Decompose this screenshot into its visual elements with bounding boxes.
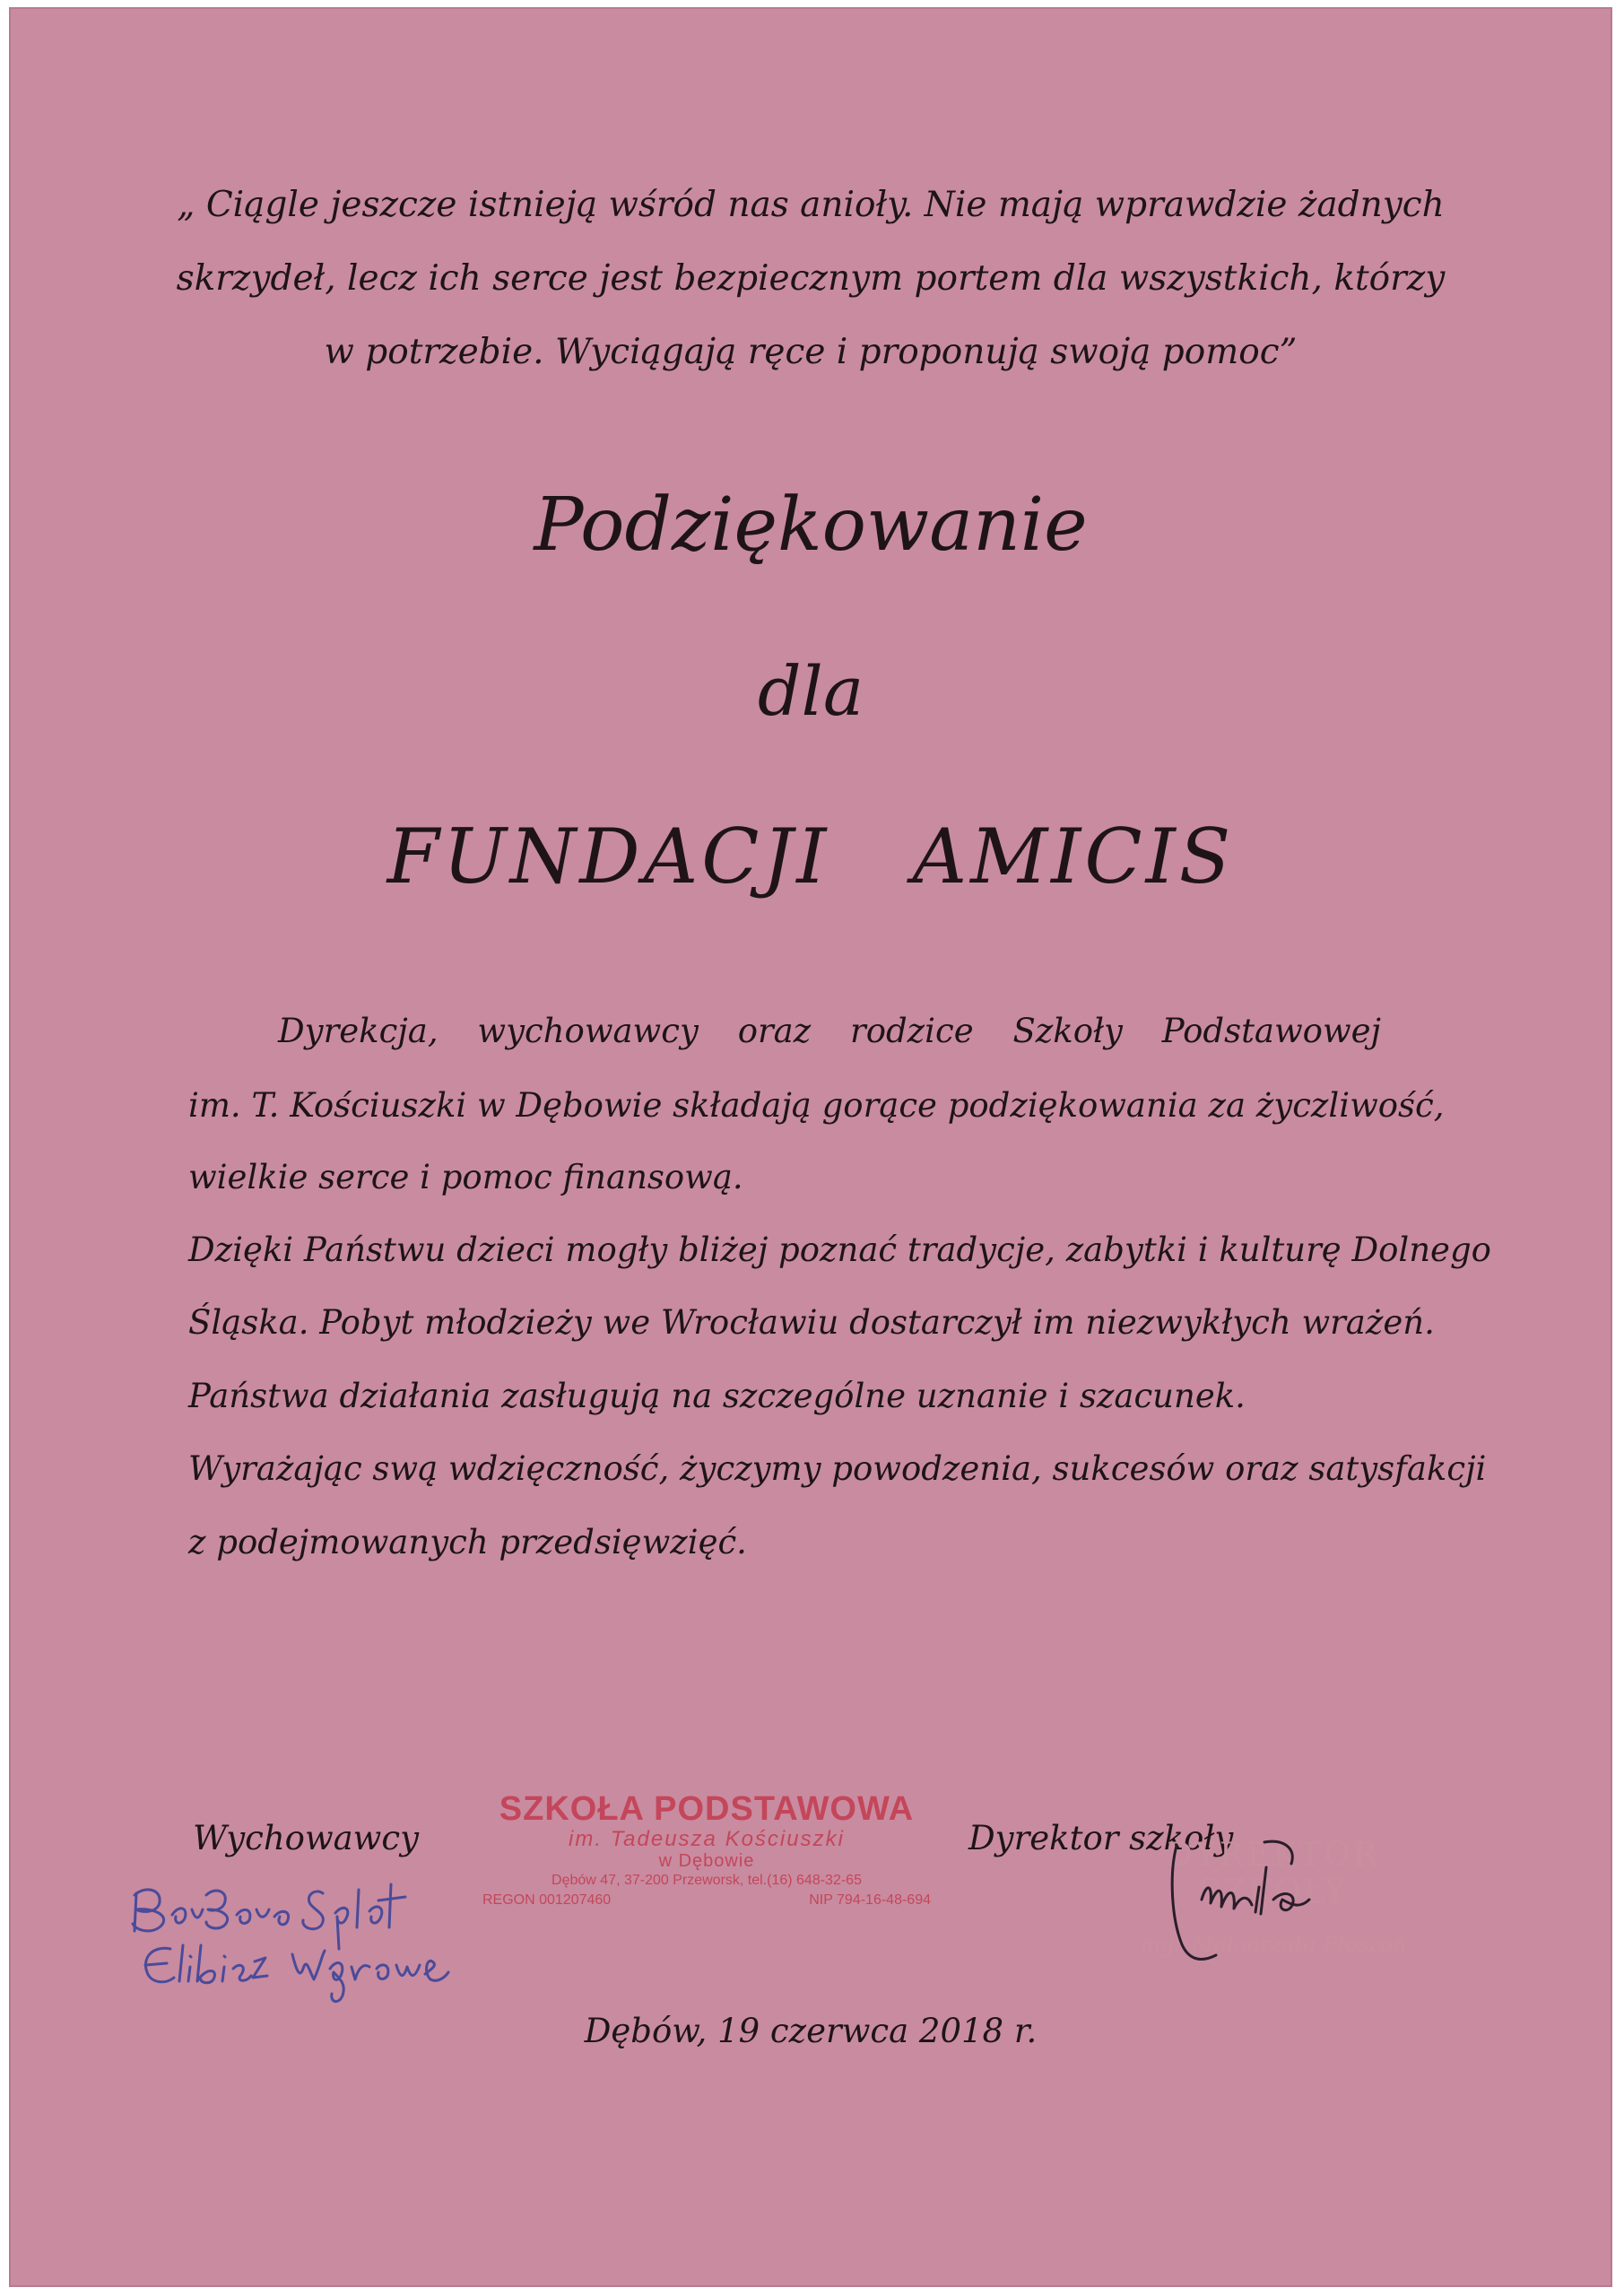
teacher-signatures-drawing bbox=[117, 1868, 547, 2012]
body-line: Śląska. Pobyt młodzieży we Wrocławiu dostarczył im niezwykłych wrażeń. bbox=[188, 1303, 1435, 1342]
body-word: wychowawcy bbox=[477, 1012, 699, 1050]
body-line: Dzięki Państwu dzieci mogły bliżej poznać tradycje, zabytki i kulturę Dolnego bbox=[188, 1231, 1491, 1269]
teachers-label: Wychowawcy bbox=[193, 1819, 419, 1857]
recipient-name: FUNDACJI AMICIS bbox=[386, 813, 1235, 900]
stamp-address-text: Dębów 47, 37-200 Przeworsk, tel.(16) 648-32-65 bbox=[551, 1873, 862, 1889]
body-line: im. T. Kościuszki w Dębowie składają gorące podziękowania za życzliwość, bbox=[188, 1086, 1445, 1125]
body-first-line bbox=[278, 1012, 1381, 1050]
body-word: rodzice bbox=[850, 1012, 974, 1050]
body-word: Podstawowej bbox=[1161, 1012, 1381, 1050]
document-date: Dębów, 19 czerwca 2018 r. bbox=[584, 2012, 1038, 2050]
body-word: oraz bbox=[737, 1012, 812, 1050]
body-line: Wyrażając swą wdzięczność, życzymy powodzenia, sukcesów oraz satysfakcji bbox=[188, 1449, 1487, 1488]
quote-line: w potrzebie. Wyciągają ręce i proponują swoją pomoc” bbox=[324, 332, 1298, 372]
stamp-ids bbox=[482, 1891, 931, 1910]
certificate-paper bbox=[9, 7, 1612, 2287]
stamp-town: w Dębowie bbox=[658, 1851, 755, 1872]
quote-line: „ Ciągle jeszcze istnieją wśród nas anioły. Nie mają wprawdzie żadnych bbox=[177, 185, 1445, 225]
certificate-title: Podziękowanie bbox=[534, 483, 1088, 568]
stamp-address bbox=[482, 1871, 931, 1891]
title-dla: dla bbox=[757, 651, 864, 731]
director-stamp-title: DYREKTOR SZKOŁY bbox=[1167, 1837, 1380, 1910]
body-word: Szkoły bbox=[1012, 1012, 1123, 1050]
director-label: Dyrektor szkoły bbox=[968, 1819, 1234, 1857]
stamp-nip: NIP 794-16-48-694 bbox=[809, 1892, 931, 1908]
stamp-title: SZKOŁA PODSTAWOWA bbox=[499, 1790, 915, 1828]
stamp-patron: im. Tadeusza Kościuszki bbox=[569, 1826, 845, 1851]
director-stamp-name: mgr Małgorzata Płoszoń bbox=[1140, 1932, 1407, 1957]
body-line: wielkie serce i pomoc finansową. bbox=[188, 1158, 743, 1196]
body-line: Państwa działania zasługują na szczególne uznanie i szacunek. bbox=[188, 1377, 1246, 1415]
body-line: z podejmowanych przedsięwzięć. bbox=[188, 1523, 747, 1561]
stamp-regon: REGON 001207460 bbox=[482, 1892, 612, 1908]
director-signature-drawing bbox=[1166, 1837, 1399, 1971]
body-word: Dyrekcja, bbox=[278, 1012, 439, 1050]
quote-line: skrzydeł, lecz ich serce jest bezpiecznym portem dla wszystkich, którzy bbox=[176, 258, 1446, 299]
school-stamp bbox=[482, 1792, 931, 1909]
